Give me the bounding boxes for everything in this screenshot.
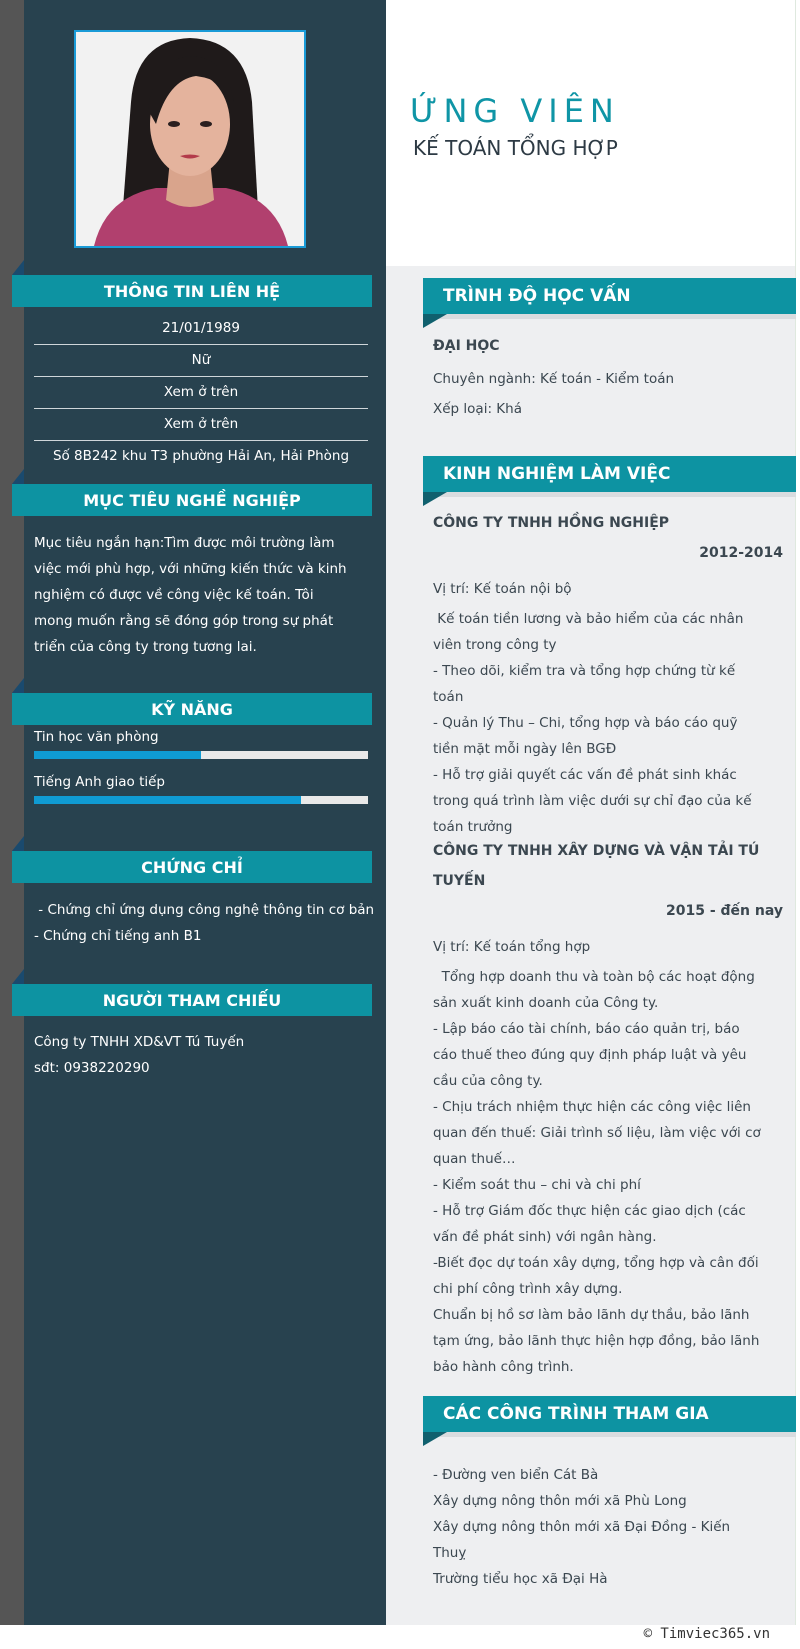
education-header-shadow	[423, 314, 796, 319]
projects-heading: CÁC CÔNG TRÌNH THAM GIA	[423, 1396, 796, 1432]
experience-header-corner	[423, 492, 447, 506]
education-header-corner	[423, 314, 447, 328]
contact-phone: Xem ở trên	[34, 377, 368, 409]
footer-copyright: © Timviec365.vn	[643, 1626, 770, 1642]
job-entry	[433, 508, 783, 840]
education-block	[433, 338, 763, 422]
job-duty: Kế toán tiền lương và bảo hiểm của các nhân viên trong công ty	[433, 611, 748, 653]
job-duty: - Hỗ trợ giải quyết các vấn đề phát sinh khác trong quá trình làm việc dưới sự chỉ đạo của kế toán trưởng	[433, 767, 752, 835]
skill-label: Tin học văn phòng	[34, 729, 159, 745]
certificate-item: - Chứng chỉ tiếng anh B1	[34, 928, 202, 944]
job-entry	[433, 836, 783, 1380]
project-item: - Đường ven biển Cát Bà	[433, 1467, 599, 1483]
job-duty: Chuẩn bị hồ sơ làm bảo lãnh dự thầu, bảo lãnh tạm ứng, bảo lãnh thực hiện hợp đồng, bảo lãnh bảo hành công trình.	[433, 1307, 760, 1375]
job-period: 2012-2014	[699, 545, 783, 561]
job-company: CÔNG TY TNHH HỒNG NGHIỆP	[433, 515, 670, 531]
projects-header-shadow	[423, 1432, 796, 1437]
job-duty: Tổng hợp doanh thu và toàn bộ các hoạt động sản xuất kinh doanh của Công ty.	[433, 969, 760, 1011]
education-major: Chuyên ngành: Kế toán - Kiểm toán	[433, 371, 675, 387]
job-period: 2015 - đến nay	[666, 903, 783, 919]
contact-birthdate: 21/01/1989	[34, 313, 368, 345]
contact-list	[34, 313, 368, 472]
job-duty: - Chịu trách nhiệm thực hiện các công việc liên quan đến thuế: Giải trình số liệu, làm việc với cơ quan thuế…	[433, 1099, 761, 1167]
job-company: CÔNG TY TNHH XÂY DỰNG VÀ VẬN TẢI TÚ TUYẾN	[433, 843, 760, 889]
education-degree: ĐẠI HỌC	[433, 338, 500, 354]
certificates-list	[34, 897, 375, 949]
left-edge-strip	[0, 0, 24, 1625]
job-duty: -Biết đọc dự toán xây dựng, tổng hợp và cân đối chi phí công trình xây dựng.	[433, 1255, 759, 1297]
experience-header-shadow	[423, 492, 796, 497]
skills-heading: KỸ NĂNG	[12, 693, 372, 725]
references-list	[34, 1029, 354, 1081]
job-duty: - Lập báo cáo tài chính, báo cáo quản trị, báo cáo thuế theo đúng quy định pháp luật và yêu cầu của công ty.	[433, 1021, 747, 1089]
skills-header-corner	[12, 678, 24, 693]
contact-email: Xem ở trên	[34, 409, 368, 441]
reference-phone: sđt: 0938220290	[34, 1060, 150, 1076]
job-position: Vị trí: Kế toán tổng hợp	[433, 939, 591, 955]
experience-heading: KINH NGHIỆM LÀM VIỆC	[423, 456, 796, 492]
job-position: Vị trí: Kế toán nội bộ	[433, 581, 572, 597]
skill-bar-fill	[34, 751, 201, 759]
project-item: Xây dựng nông thôn mới xã Phù Long	[433, 1493, 687, 1509]
right-border	[795, 0, 796, 1625]
project-item: Trường tiểu học xã Đại Hà	[433, 1571, 608, 1587]
contact-address: Số 8B242 khu T3 phường Hải An, Hải Phòng	[52, 448, 350, 464]
skill-bar-fill	[34, 796, 301, 804]
job-duty: - Hỗ trợ Giám đốc thực hiện các giao dịch (các vấn đề phát sinh) với ngân hàng.	[433, 1203, 746, 1245]
education-heading: TRÌNH ĐỘ HỌC VẤN	[423, 278, 796, 314]
contact-heading: THÔNG TIN LIÊN HỆ	[12, 275, 372, 307]
education-grade: Xếp loại: Khá	[433, 401, 522, 417]
certificate-item: - Chứng chỉ ứng dụng công nghệ thông tin cơ bản	[34, 902, 375, 918]
contact-gender: Nữ	[34, 345, 368, 377]
header-panel	[386, 0, 796, 266]
projects-header-corner	[423, 1432, 447, 1446]
candidate-photo	[74, 30, 306, 248]
hero-title: ỨNG VIÊN	[410, 92, 620, 130]
objective-header-corner	[12, 469, 24, 484]
references-heading: NGƯỜI THAM CHIẾU	[12, 984, 372, 1016]
skill-label: Tiếng Anh giao tiếp	[34, 774, 166, 790]
certificates-heading: CHỨNG CHỈ	[12, 851, 372, 883]
references-header-corner	[12, 969, 24, 984]
objective-text: Mục tiêu ngắn hạn:Tìm được môi trường làm việc mới phù hợp, với những kiến thức và kinh nghiệm có được về công việc kế toán. Tôi mong muốn rằng sẽ đóng góp trong sự phát triển của công ty trong tương lai.	[34, 535, 347, 655]
projects-list	[433, 1462, 763, 1592]
contact-header-corner	[12, 260, 24, 275]
project-item: Xây dựng nông thôn mới xã Đại Đồng - Kiến Thuỵ	[433, 1519, 731, 1561]
job-duty: - Quản lý Thu – Chi, tổng hợp và báo cáo quỹ tiền mặt mỗi ngày lên BGĐ	[433, 715, 738, 757]
hero-subtitle: KẾ TOÁN TỔNG HỢP	[413, 136, 618, 160]
job-duty: - Kiểm soát thu – chi và chi phí	[433, 1177, 641, 1193]
objective-heading: MỤC TIÊU NGHỀ NGHIỆP	[12, 484, 372, 516]
job-duty: - Theo dõi, kiểm tra và tổng hợp chứng từ kế toán	[433, 663, 736, 705]
certificates-header-corner	[12, 836, 24, 851]
skill-bar	[34, 796, 368, 804]
reference-company: Công ty TNHH XD&VT Tú Tuyến	[34, 1034, 245, 1050]
skill-bar	[34, 751, 368, 759]
